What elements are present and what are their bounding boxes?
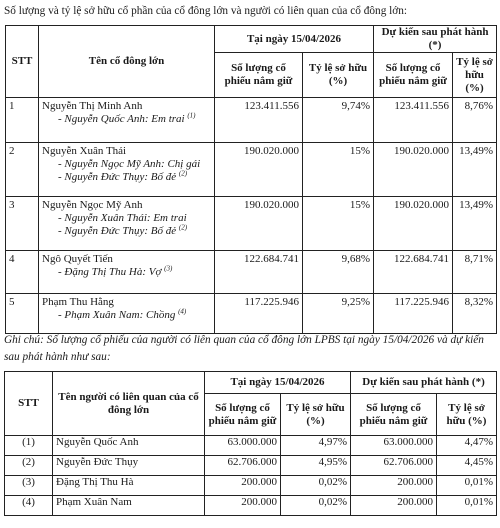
cell-name (39, 197, 215, 251)
related-person (42, 113, 211, 126)
header-name: Tên người có liên quan của cổ đông lớn (53, 372, 205, 436)
cell-shares: 62.706.000 (205, 456, 281, 476)
footnote-mark: (3) (164, 264, 173, 273)
cell-shares-after: 190.020.000 (374, 197, 453, 251)
cell-name: Nguyễn Đức Thụy (53, 456, 205, 476)
table-row (6, 197, 497, 251)
cell-stt: 4 (6, 251, 39, 294)
related-text: - Đặng Thị Thu Hà: Vợ (58, 266, 162, 278)
cell-stt: 3 (6, 197, 39, 251)
cell-stt: 2 (6, 143, 39, 197)
header-shares-after: Số lượng cổ phiếu nắm giữ (374, 53, 453, 98)
related-text: - Nguyễn Đức Thụy: Bố đẻ (58, 225, 177, 237)
cell-stt: (2) (5, 456, 53, 476)
cell-ratio: 0,02% (281, 476, 351, 496)
cell-ratio-after: 4,45% (437, 456, 497, 476)
header-name: Tên cổ đông lớn (39, 26, 215, 98)
table-row (5, 456, 497, 476)
related-person (42, 225, 211, 238)
cell-ratio-after: 13,49% (453, 143, 497, 197)
header-ratio: Tỷ lệ sở hữu (%) (281, 394, 351, 436)
cell-name: Đặng Thị Thu Hà (53, 476, 205, 496)
cell-shares: 63.000.000 (205, 436, 281, 456)
footnote-mark: (1) (187, 111, 196, 120)
cell-ratio: 0,02% (281, 496, 351, 516)
header-after-label: Dự kiến sau phát hành (381, 26, 489, 38)
cell-ratio: 9,74% (303, 98, 374, 143)
cell-ratio: 9,25% (303, 294, 374, 334)
table-row (5, 436, 497, 456)
related-text: - Nguyễn Ngọc Mỹ Anh: Chị gái (58, 158, 201, 170)
cell-ratio: 4,95% (281, 456, 351, 476)
cell-name (39, 251, 215, 294)
shareholder-name: Nguyễn Ngọc Mỹ Anh (42, 199, 143, 211)
header-date: Tại ngày 15/04/2026 (205, 372, 351, 394)
cell-stt: (3) (5, 476, 53, 496)
header-ratio-after: Tỷ lệ sở hữu (%) (437, 394, 497, 436)
cell-name: Phạm Xuân Nam (53, 496, 205, 516)
header-stt: STT (6, 26, 39, 98)
shareholder-name: Nguyễn Thị Minh Anh (42, 100, 143, 112)
cell-shares-after: 123.411.556 (374, 98, 453, 143)
footnote-mark: (2) (178, 169, 188, 178)
cell-shares: 190.020.000 (215, 143, 303, 197)
related-text: - Phạm Xuân Nam: Chồng (58, 309, 176, 321)
cell-ratio: 4,97% (281, 436, 351, 456)
cell-shares: 200.000 (205, 476, 281, 496)
related-person (42, 309, 211, 322)
cell-ratio-after: 0,01% (437, 496, 497, 516)
header-shares-after: Số lượng cổ phiếu nắm giữ (351, 394, 437, 436)
cell-shares: 122.684.741 (215, 251, 303, 294)
related-person (42, 171, 211, 184)
cell-stt: (4) (5, 496, 53, 516)
cell-shares-after: 200.000 (351, 496, 437, 516)
table-row (6, 251, 497, 294)
shareholder-name: Phạm Thu Hằng (42, 296, 114, 308)
cell-shares-after: 200.000 (351, 476, 437, 496)
cell-shares-after: 190.020.000 (374, 143, 453, 197)
table-row (5, 476, 497, 496)
cell-shares-after: 122.684.741 (374, 251, 453, 294)
table-row (6, 294, 497, 334)
cell-shares-after: 63.000.000 (351, 436, 437, 456)
cell-ratio-after: 8,76% (453, 98, 497, 143)
cell-stt: 5 (6, 294, 39, 334)
cell-ratio-after: 8,71% (453, 251, 497, 294)
header-shares: Số lượng cổ phiếu nắm giữ (215, 53, 303, 98)
related-text: - Nguyễn Xuân Thái: Em trai (58, 212, 187, 224)
shareholder-table (5, 25, 497, 334)
header-after-mark: * (432, 39, 438, 51)
footnote-mark: (2) (178, 223, 188, 232)
cell-ratio: 15% (303, 143, 374, 197)
intro-text: Số lượng và tỷ lệ sở hữu cổ phần của cổ đông lớn và người có liên quan của cổ đông lớn: (4, 5, 408, 17)
cell-name (39, 143, 215, 197)
cell-shares-after: 62.706.000 (351, 456, 437, 476)
cell-ratio-after: 4,47% (437, 436, 497, 456)
header-ratio-after: Tỷ lệ sở hữu (%) (453, 53, 497, 98)
cell-stt: 1 (6, 98, 39, 143)
cell-name: Nguyễn Quốc Anh (53, 436, 205, 456)
cell-shares: 117.225.946 (215, 294, 303, 334)
cell-name (39, 294, 215, 334)
related-text: - Nguyễn Quốc Anh: Em trai (58, 113, 185, 125)
header-ratio: Tỷ lệ sở hữu (%) (303, 53, 374, 98)
cell-shares-after: 117.225.946 (374, 294, 453, 334)
cell-ratio-after: 8,32% (453, 294, 497, 334)
cell-shares: 190.020.000 (215, 197, 303, 251)
header-date: Tại ngày 15/04/2026 (215, 26, 374, 53)
cell-ratio: 15% (303, 197, 374, 251)
cell-shares: 123.411.556 (215, 98, 303, 143)
header-shares: Số lượng cổ phiếu nắm giữ (205, 394, 281, 436)
cell-name (39, 98, 215, 143)
cell-ratio: 9,68% (303, 251, 374, 294)
related-persons-table (4, 371, 497, 516)
related-text: - Nguyễn Đức Thụy: Bố đẻ (58, 171, 177, 183)
header-after: Dự kiến sau phát hành (*) (374, 26, 497, 53)
related-person (42, 266, 211, 279)
footnote-mark: (4) (178, 307, 187, 316)
cell-ratio-after: 13,49% (453, 197, 497, 251)
table-row (6, 98, 497, 143)
cell-shares: 200.000 (205, 496, 281, 516)
note-text: Ghi chú: Số lượng cổ phiếu của người có liên quan của cổ đông lớn LPBS tại ngày 15/04/2026 và dự kiến sau phát hành như sau: (4, 334, 484, 363)
table-row (6, 143, 497, 197)
table-row (5, 496, 497, 516)
shareholder-name: Nguyễn Xuân Thái (42, 145, 127, 157)
header-stt: STT (5, 372, 53, 436)
cell-stt: (1) (5, 436, 53, 456)
header-after: Dự kiến sau phát hành (*) (351, 372, 497, 394)
shareholder-name: Ngô Quyết Tiến (42, 253, 113, 265)
cell-ratio-after: 0,01% (437, 476, 497, 496)
